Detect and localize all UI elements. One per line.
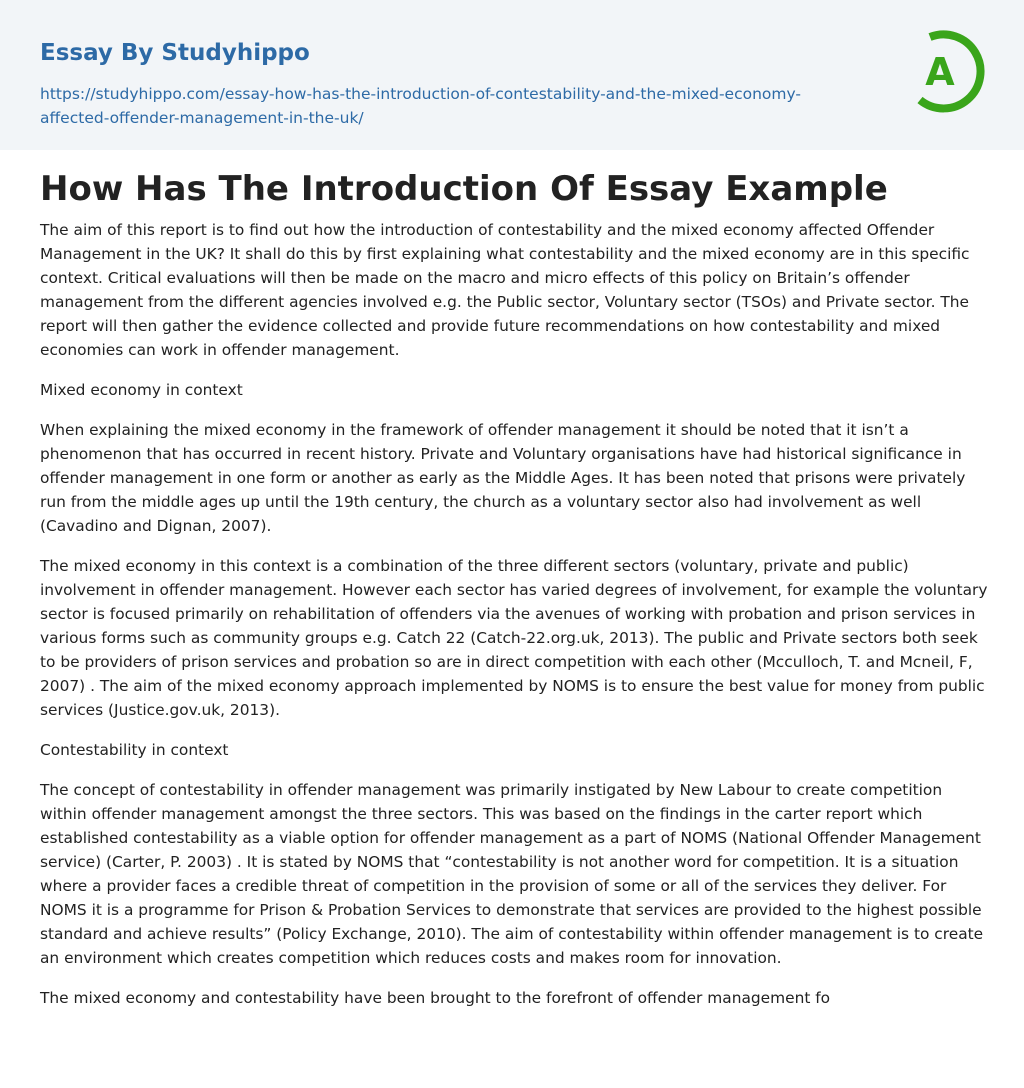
article-content [40, 166, 990, 1026]
paragraph-contestability: The concept of contestability in offender management was primarily instigated by New Labour to create competition within offender management amongst the three sectors. This was based on the findings in the carter report which established contestability as a viable option for offender management as a part of NOMS (National Offender Management service) (Carter, P. 2003) . It is stated by NOMS that “contestability is not another word for competition. It is a situation where a provider faces a credible threat of competition in the provision of some or all of the services they deliver. For NOMS it is a programme for Prison & Probation Services to demonstrate that services are provided to the highest possible standard and achieve results” (Policy Exchange, 2010). The aim of contestability within offender management is to create an environment which creates competition which reduces costs and makes room for innovation. [40, 781, 984, 967]
paragraph-truncated: The mixed economy and contestability have been brought to the forefront of offender management fo [40, 989, 831, 1007]
logo-letter: A [925, 50, 955, 94]
paragraph-mixed-economy-history: When explaining the mixed economy in the framework of offender management it should be noted that it isn’t a phenomenon that has occurred in recent history. Private and Voluntary organisations have had historical significance in offender management in one form or another as early as the Middle Ages. It has been noted that prisons were privately run from the middle ages up until the 19th century, the church as a voluntary sector also had involvement as well (Cavadino and Dignan, 2007). [40, 421, 966, 535]
paragraph-mixed-economy-sectors: The mixed economy in this context is a combination of the three different sectors (voluntary, private and public) involvement in offender management. However each sector has varied degrees of involvement, for example the voluntary sector is focused primarily on rehabilitation of offenders via the avenues of working with probation and prison services in various forms such as community groups e.g. Catch 22 (Catch-22.org.uk, 2013). The public and Private sectors both seek to be providers of prison services and probation so are in direct competition with each other (Mcculloch, T. and Mcneil, F, 2007) . The aim of the mixed economy approach implemented by NOMS is to ensure the best value for money from public services (Justice.gov.uk, 2013). [40, 557, 988, 719]
site-header [0, 0, 1024, 150]
paragraph-intro: The aim of this report is to find out how the introduction of contestability and the mixed economy affected Offender Management in the UK? It shall do this by first explaining what contestability and the mixed economy are in this specific context. Critical evaluations will then be made on the macro and micro effects of this policy on Britain’s offender management from the different agencies involved e.g. the Public sector, Voluntary sector (TSOs) and Private sector. The report will then gather the evidence collected and provide future recommendations on how contestability and mixed economies can work in offender management. [40, 221, 970, 359]
studyhippo-logo-icon[interactable] [906, 28, 990, 116]
subheading-contestability: Contestability in context [40, 741, 229, 759]
site-brand[interactable]: Essay By Studyhippo [40, 40, 310, 66]
subheading-mixed-economy: Mixed economy in context [40, 381, 243, 399]
source-url-link[interactable]: https://studyhippo.com/essay-how-has-the-introduction-of-contestability-and-the-mixed-economy-affected-offender-management-in-the-uk/ [40, 85, 801, 127]
page-title: How Has The Introduction Of Essay Example [40, 169, 888, 209]
